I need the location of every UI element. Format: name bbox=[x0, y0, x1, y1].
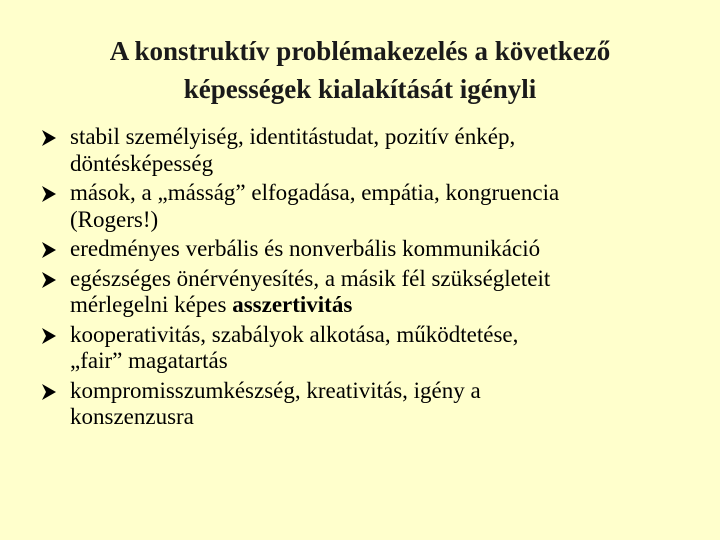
bullet-text: egészséges önérvényesítés, a másik fél szükségleteit bbox=[70, 265, 551, 291]
bullet-item bbox=[40, 236, 700, 263]
arrow-bullet-icon bbox=[40, 383, 58, 401]
slide-title bbox=[40, 32, 680, 108]
arrow-bullet-icon bbox=[40, 185, 58, 203]
bullet-item bbox=[40, 322, 700, 375]
bullet-text-emphasis: asszertivitás bbox=[232, 292, 353, 317]
bullet-text: kooperativitás, szabályok alkotása, működtetése, bbox=[70, 321, 519, 347]
bullet-item bbox=[40, 180, 700, 233]
arrow-bullet-icon bbox=[40, 327, 58, 345]
bullet-text: kompromisszumkészség, kreativitás, igény a bbox=[70, 377, 481, 403]
bullet-text-continuation: (Rogers!) bbox=[70, 206, 159, 232]
bullet-item bbox=[40, 124, 700, 177]
slide-title-line-1: A konstruktív problémakezelés a következő bbox=[109, 36, 611, 66]
bullet-text: mások, a „másság” elfogadása, empátia, kongruencia bbox=[70, 180, 560, 205]
slide-title-line-2: képességek kialakítását igényli bbox=[183, 74, 537, 104]
bullet-list bbox=[40, 124, 700, 434]
bullet-item bbox=[40, 378, 700, 431]
bullet-text-continuation: döntésképesség bbox=[70, 150, 214, 176]
bullet-text: stabil személyiség, identitástudat, pozitív énkép, bbox=[70, 124, 516, 149]
bullet-item bbox=[40, 266, 700, 319]
bullet-text-continuation: mérlegelni képes bbox=[70, 292, 233, 317]
arrow-bullet-icon bbox=[40, 241, 58, 259]
bullet-text: eredményes verbális és nonverbális kommunikáció bbox=[70, 236, 541, 261]
arrow-bullet-icon bbox=[40, 129, 58, 147]
bullet-text-continuation: konszenzusra bbox=[70, 404, 194, 429]
arrow-bullet-icon bbox=[40, 271, 58, 289]
bullet-text-continuation: „fair” magatartás bbox=[70, 348, 228, 373]
